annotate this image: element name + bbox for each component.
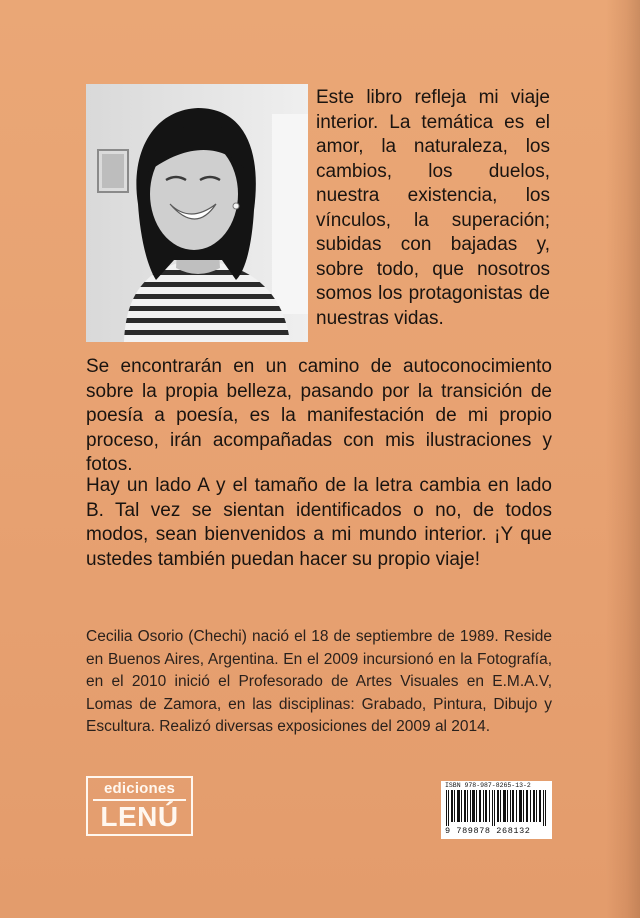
publisher-logo-line2: LENÚ <box>100 801 179 832</box>
publisher-logo-line1: ediciones <box>104 780 175 797</box>
description-paragraph-3: Hay un lado A y el tamaño de la letra cambia en lado B. Tal vez se sientan identificados o no, de todos modos, sean bienvenidos a mi mundo interior. ¡Y que ustedes también puedan hacer su propio viaje! <box>86 475 552 570</box>
isbn-barcode <box>441 781 552 839</box>
barcode-bars-icon <box>445 790 548 826</box>
spine-shadow <box>606 0 640 918</box>
isbn-label: ISBN 978-987-8265-13-2 <box>445 782 531 789</box>
author-portrait-icon <box>86 84 308 342</box>
author-photo <box>86 84 308 342</box>
author-bio: Cecilia Osorio (Chechi) nació el 18 de septiembre de 1989. Reside en Buenos Aires, Argentina. En el 2009 incursionó en la Fotografía, en el 2010 inició el Profesorado de Artes Visuales en E.M.A.V, Lomas de Zamora, en las disciplinas: Grabado, Pintura, Dibujo y Escultura. Realizó diversas exposiciones del 2009 al 2014. <box>86 628 552 735</box>
intro-text: Este libro refleja mi viaje interior. La temática es el amor, la naturaleza, los cambios, los duelos, nuestra existencia, los vínculos, la superación; subidas con bajadas y, sobre todo, que nosotros somos los protagonistas de nuestras vidas. <box>316 87 550 329</box>
ean-number: 9 789878 268132 <box>445 826 531 836</box>
description-paragraph-2: Se encontrarán en un camino de autoconocimiento sobre la propia belleza, pasando por la transición de poesía a poesía, es la manifestación de mi propio proceso, irán acompañadas con mis ilustraciones y fotos. <box>86 356 552 475</box>
publisher-logo <box>86 776 193 836</box>
